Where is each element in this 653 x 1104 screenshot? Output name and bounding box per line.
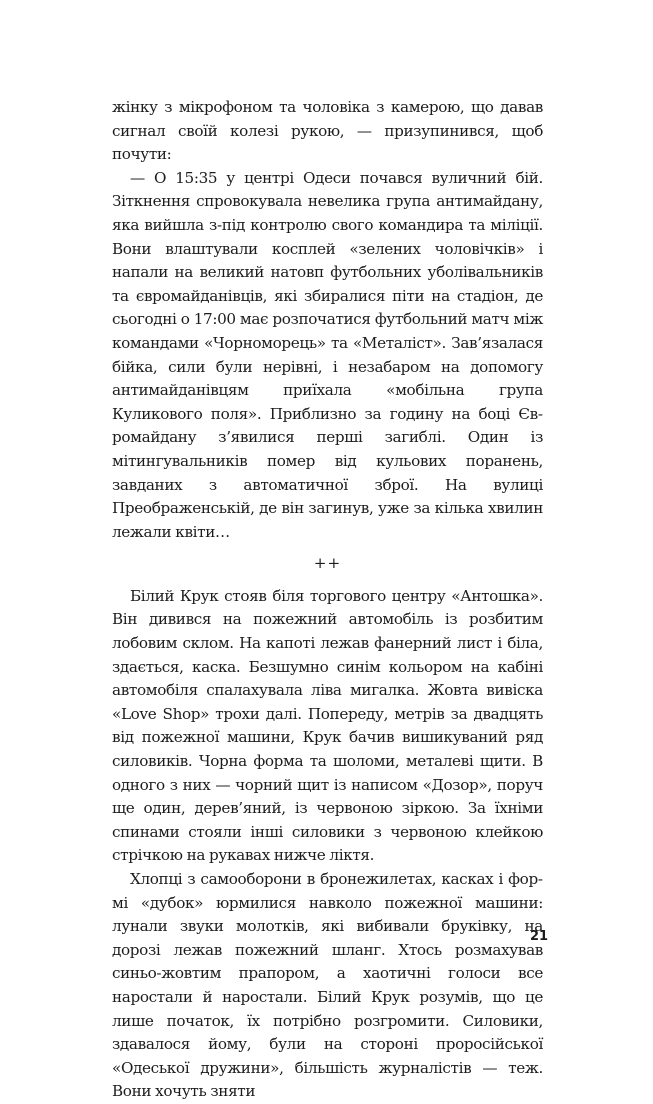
paragraph-4: Хлопці з самооборони в бронежилетах, касках і формі «дубок» юрмилися навколо пожежної машини: лунали звуки молотків, які вибивали бруківку, на дорозі лежав пожежний шланг. Хтось розмахував синьо-жовтим прапором, а хаотичні голоси все наростали й наростали. Білий Крук розумів, що це лише початок, їх потрібно розгромити. Силовики, здавалося йому, були на стороні проросійської «Одеської дружини», більшість журналістів — теж. Вони хочуть зняти [112,870,543,1101]
section-separator: ++ [313,554,342,573]
paragraph-1: жінку з мікрофоном та чоловіка з камерою, що давав сигнал своїй колезі рукою, — призупинився, щоб почути: [112,98,543,164]
paragraph-2: — О 15:35 у центрі Одеси почався вуличний бій. Зіткнення спровокувала невелика група антимайдану, яка вийшла з-під контролю свого командира та міліції. Вони влаштували косплей «зелених чоловічків» і напали на великий натовп футбольних уболівальників та євромайданівців, які збиралися піти на стадіон, де сьогодні о 17:00 має розпочатися футбольний матч між командами «Чорноморець» та «Металіст». Зав’язалася бійка, сили були нерівні, і незабаром на допомогу антимайданівцям приїхала «мобільна група Куликового поля». Приблизно за годину на боці Євромайдану з’явилися перші загиблі. Один із мітингувальників помер від кульових поранень, завданих з автоматичної зброї. На вулиці Преображенській, де він загинув, уже за кілька хвилин лежали квіти… [112,168,543,541]
paragraph-3: Білий Крук стояв біля торгового центру «Антошка». Він дивився на пожежний автомобіль із розбитим лобовим склом. На капоті лежав фанерний лист і біла, здається, каска. Безшумно синім кольором на кабіні автомобіля спалахувала ліва мигалка. Жовта вивіска «Love Shop» трохи далі. Попереду, метрів за двадцять від пожежної машини, Крук бачив вишикуваний ряд силовиків. Чорна форма та шоломи, металеві щити. В одного з них — чорний щит із написом «Дозор», поруч ще один, дерев’яний, із червоною зіркою. За їхніми спинами стояли інші силовики з червоною клейкою стрічкою на рукавах нижче ліктя. [112,586,543,865]
page-number: 21 [530,929,549,944]
page-body [112,96,543,1104]
